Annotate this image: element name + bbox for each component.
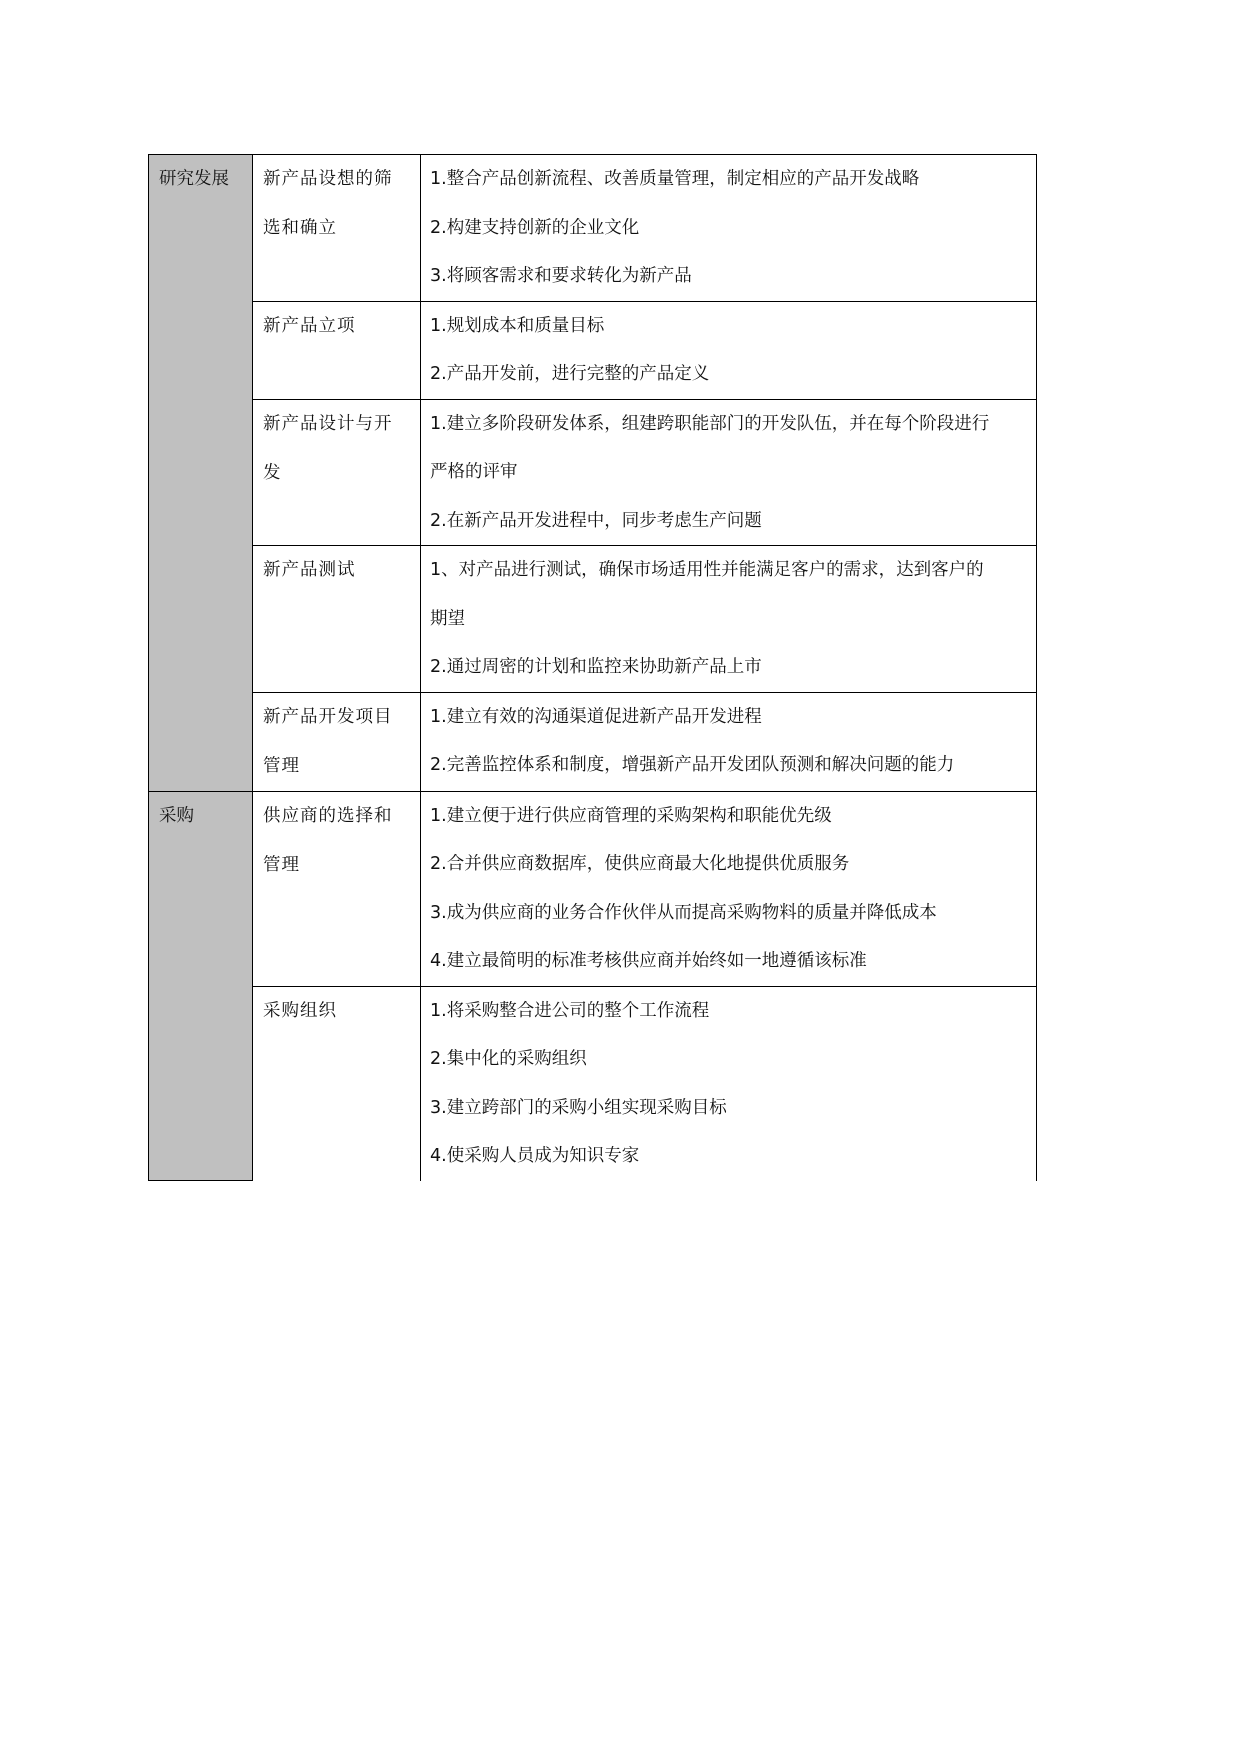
detail-cell bbox=[421, 301, 1037, 399]
table-row bbox=[149, 692, 1037, 791]
detail-line: 2.合并供应商数据库，使供应商最大化地提供优质服务 bbox=[430, 854, 850, 874]
detail-line: 1.将采购整合进公司的整个工作流程 bbox=[430, 1000, 710, 1021]
detail-line: 1.整合产品创新流程、改善质量管理，制定相应的产品开发战略 bbox=[430, 169, 920, 189]
detail-line: 1.建立有效的沟通渠道促进新产品开发进程 bbox=[430, 706, 762, 727]
subcategory-label: 新产品测试 bbox=[263, 560, 356, 580]
subcategory-label: 采购组织 bbox=[263, 1000, 337, 1021]
subcategory-cell bbox=[253, 301, 421, 399]
subcategory-cell bbox=[253, 986, 421, 1181]
detail-cell bbox=[421, 399, 1037, 546]
detail-cell bbox=[421, 986, 1037, 1181]
detail-line: 4.建立最简明的标准考核供应商并始终如一地遵循该标准 bbox=[430, 951, 867, 971]
detail-line: 2.产品开发前，进行完整的产品定义 bbox=[430, 364, 710, 384]
subcategory-cell bbox=[253, 546, 421, 693]
table-row bbox=[149, 399, 1037, 546]
detail-cell bbox=[421, 791, 1037, 986]
subcategory-cell bbox=[253, 399, 421, 546]
detail-line: 3.成为供应商的业务合作伙伴从而提高采购物料的质量并降低成本 bbox=[430, 902, 937, 923]
detail-line: 2.完善监控体系和制度，增强新产品开发团队预测和解决问题的能力 bbox=[430, 755, 955, 775]
detail-line: 2.通过周密的计划和监控来协助新产品上市 bbox=[430, 657, 762, 677]
table-row bbox=[149, 791, 1037, 986]
detail-cell bbox=[421, 692, 1037, 791]
detail-line: 1.规划成本和质量目标 bbox=[430, 315, 605, 336]
subcategory-label: 新产品设想的筛 bbox=[263, 169, 393, 189]
detail-line: 1、对产品进行测试，确保市场适用性并能满足客户的需求，达到客户的 bbox=[430, 560, 984, 580]
detail-line: 2.集中化的采购组织 bbox=[430, 1049, 587, 1069]
subcategory-label: 选和确立 bbox=[263, 218, 337, 238]
category-label: 研究发展 bbox=[159, 169, 229, 189]
table-row bbox=[149, 301, 1037, 399]
subcategory-label: 发 bbox=[263, 462, 282, 483]
subcategory-label: 供应商的选择和 bbox=[263, 805, 393, 826]
process-table bbox=[148, 154, 1037, 1181]
subcategory-label: 管理 bbox=[263, 854, 300, 875]
detail-line: 1.建立多阶段研发体系，组建跨职能部门的开发队伍，并在每个阶段进行 bbox=[430, 413, 990, 434]
detail-line: 4.使采购人员成为知识专家 bbox=[430, 1146, 640, 1166]
detail-line: 3.建立跨部门的采购小组实现采购目标 bbox=[430, 1097, 727, 1118]
subcategory-cell bbox=[253, 692, 421, 791]
category-label: 采购 bbox=[159, 805, 194, 826]
detail-line: 2.在新产品开发进程中，同步考虑生产问题 bbox=[430, 510, 762, 531]
subcategory-cell bbox=[253, 791, 421, 986]
subcategory-label: 新产品设计与开 bbox=[263, 413, 393, 434]
category-cell-procurement bbox=[149, 791, 253, 1181]
table-row bbox=[149, 986, 1037, 1181]
subcategory-cell bbox=[253, 155, 421, 302]
detail-cell bbox=[421, 155, 1037, 302]
table-row bbox=[149, 546, 1037, 693]
subcategory-label: 新产品立项 bbox=[263, 315, 356, 336]
detail-line: 1.建立便于进行供应商管理的采购架构和职能优先级 bbox=[430, 805, 832, 826]
detail-line: 期望 bbox=[430, 608, 465, 629]
detail-line: 3.将顾客需求和要求转化为新产品 bbox=[430, 266, 692, 286]
table-row bbox=[149, 155, 1037, 302]
detail-line: 严格的评审 bbox=[430, 462, 518, 482]
subcategory-label: 新产品开发项目 bbox=[263, 706, 393, 727]
subcategory-label: 管理 bbox=[263, 755, 300, 776]
detail-line: 2.构建支持创新的企业文化 bbox=[430, 217, 640, 238]
detail-cell bbox=[421, 546, 1037, 693]
category-cell-rnd bbox=[149, 155, 253, 792]
